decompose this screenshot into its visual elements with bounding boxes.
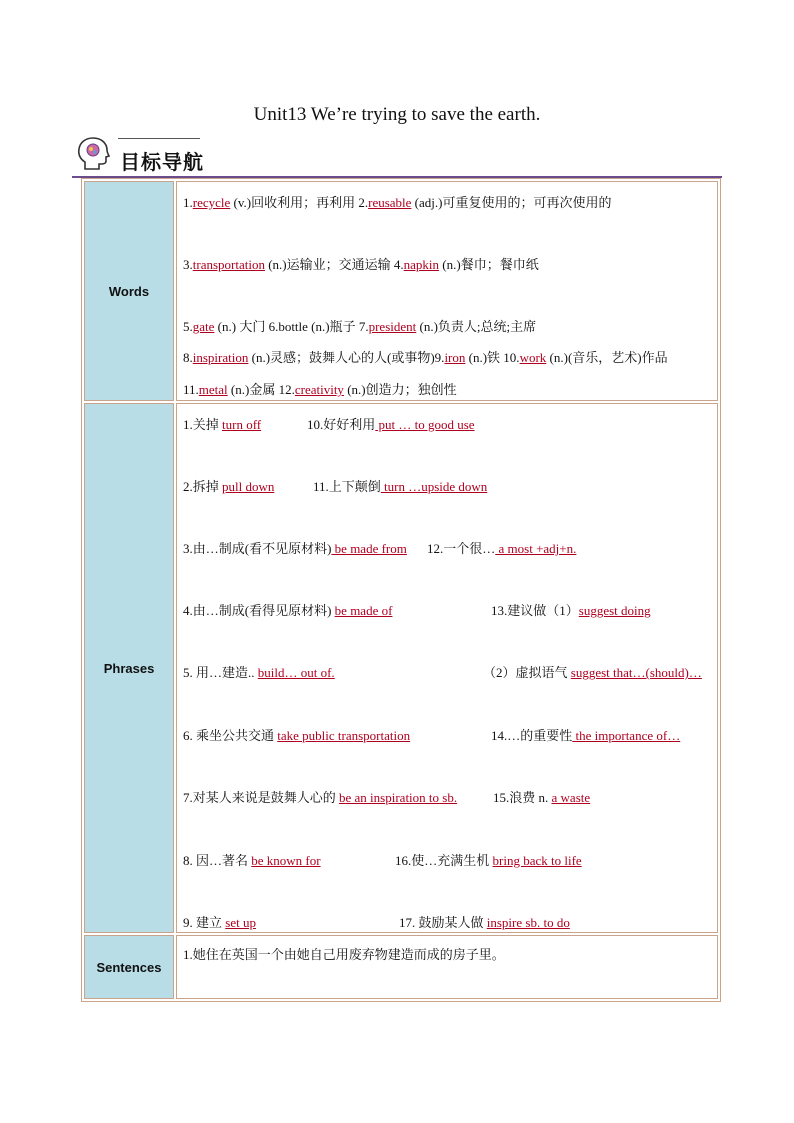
- phrase-line: 1.关掉 turn off 10.好好利用 put … to good use: [183, 417, 475, 432]
- phrase-line: 7.对某人来说是鼓舞人心的 be an inspiration to sb. 15.浪费 n. a waste: [183, 790, 591, 805]
- sentences-label: Sentences: [84, 935, 174, 999]
- table-row-phrases: [84, 403, 718, 933]
- head-brain-icon: [75, 136, 111, 172]
- phrase-line: 3.由…制成(看不见原材料) be made from 12.一个很… a most +adj+n.: [183, 541, 577, 556]
- page-title: Unit13 We’re trying to save the earth.: [253, 104, 541, 125]
- sentences-cell: [176, 935, 718, 999]
- sentence-line: 1.她住在英国一个由她自己用废弃物建造而成的房子里。: [183, 947, 505, 962]
- word-line: 11.metal (n.)金属 12.creativity (n.)创造力；独创性: [183, 382, 457, 397]
- table-row-sentences: [84, 935, 718, 999]
- words-label: Words: [84, 181, 174, 401]
- content-table: [81, 178, 721, 1002]
- phrase-line: 2.拆掉 pull down 11.上下颠倒 turn …upside down: [183, 479, 488, 494]
- phrase-line: 5. 用…建造.. build… out of. （2）虚拟语气 suggest that…(should)…: [183, 665, 702, 680]
- word-line: 3.transportation (n.)运输业；交通运输 4.napkin (n.)餐巾；餐巾纸: [183, 257, 539, 272]
- phrase-line: 9. 建立 set up 17. 鼓励某人做 inspire sb. to do: [183, 915, 570, 930]
- table-row-words: [84, 181, 718, 401]
- phrases-cell: [176, 403, 718, 933]
- phrases-label: Phrases: [84, 403, 174, 933]
- phrase-line: 4.由…制成(看得见原材料) be made of 13.建议做（1）suggest doing: [183, 603, 651, 618]
- word-line: 1.recycle (v.)回收利用；再利用 2.reusable (adj.)可重复使用的；可再次使用的: [183, 195, 612, 210]
- phrase-line: 6. 乘坐公共交通 take public transportation 14.…的重要性 the importance of…: [183, 728, 681, 743]
- header-top-line: [118, 138, 200, 139]
- words-cell: [176, 181, 718, 401]
- phrase-line: 8. 因…著名 be known for 16.使…充满生机 bring back to life: [183, 853, 582, 868]
- section-header: [72, 134, 722, 178]
- word-line: 8.inspiration (n.)灵感；鼓舞人心的人(或事物)9.iron (n.)铁 10.work (n.)(音乐，艺术)作品: [183, 350, 668, 365]
- word-line: 5.gate (n.) 大门 6.bottle (n.)瓶子 7.president (n.)负责人;总统;主席: [183, 319, 537, 334]
- section-title: 目标导航: [120, 150, 204, 174]
